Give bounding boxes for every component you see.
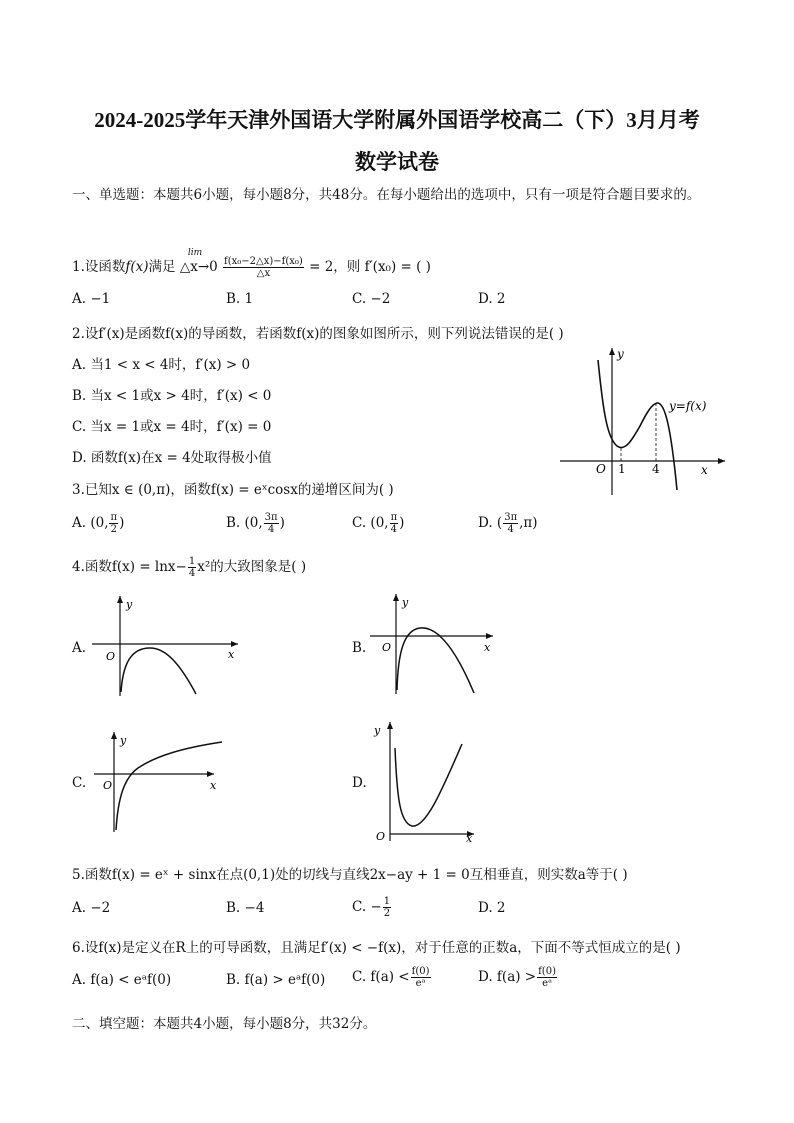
q3-option-a: A. (0, $\frac{\pi}{2}$ ) [72, 512, 125, 535]
q3-option-d: D. ( $\frac{3\pi}{4}$ ,π) [478, 512, 538, 535]
graph-y-label: y [402, 596, 409, 609]
q2-option-c: C. 当x = 1或x = 4时，f′(x) = 0 [72, 419, 272, 435]
graph-origin-label: O [596, 462, 606, 476]
graph-y-label: y [126, 598, 133, 611]
question-5-stem: 5.函数f(x) = eˣ + sinx在点(0,1)处的切线与直线2x−ay + 1 = 0互相垂直，则实数a等于( ) [72, 867, 628, 883]
graph-x-label: x [484, 641, 491, 654]
graph-origin-label: O [103, 779, 113, 792]
q3-option-c: C. (0, $\frac{\pi}{4}$ ) [352, 512, 405, 535]
q5-option-b: B. −4 [226, 900, 265, 916]
q6-option-b: B. f(a) > eᵃf(0) [226, 972, 326, 988]
question-1-stem: 1.设函数f(x)满足 lim △x→0 $\frac{\text{f(x₀−2△x)−f(x₀)}}{\triangle x}$ = 2，则 f′(x₀) = ( ) [72, 248, 431, 279]
curve-c [116, 742, 222, 830]
graph-origin-label: O [376, 830, 386, 843]
graph-origin-label: O [106, 650, 116, 663]
y-axis-arrow-icon [393, 594, 399, 601]
q4-graph-a [90, 592, 245, 697]
q6-option-c: C. f(a) < $\frac{f(0)}{\text{eᵃ}}$ [352, 966, 430, 989]
curve-b [397, 628, 474, 693]
question-6-stem: 6.设f(x)是定义在R上的可导函数，且满足f′(x) < −f(x)，对于任意的正数a，下面不等式恒成立的是( ) [72, 940, 681, 956]
y-axis-arrow-icon [609, 348, 615, 355]
graph-y-label: y [374, 724, 381, 737]
graph-x-label: x [701, 463, 708, 477]
q4-graph-b [368, 590, 498, 695]
x-axis-arrow-icon [207, 771, 214, 777]
graph-x-label: x [466, 832, 473, 843]
q4-option-b-label: B. [352, 640, 367, 656]
q4-graph-c [92, 728, 227, 833]
q4-option-c-label: C. [72, 775, 87, 791]
q4-graph-d [370, 718, 480, 843]
graph-curve-label: y=f(x) [669, 399, 707, 413]
question-2-stem: 2.设f′(x)是函数f(x)的导函数，若函数f(x)的图象如图所示，则下列说法错误的是( ) [72, 326, 564, 342]
q1-option-b: B. 1 [226, 291, 254, 307]
y-axis-arrow-icon [111, 732, 117, 739]
q2-function-graph [555, 340, 735, 500]
graph-y-label: y [120, 734, 127, 747]
x-axis-arrow-icon [231, 641, 238, 647]
graph-x-label: x [228, 648, 235, 661]
y-axis-arrow-icon [387, 722, 393, 729]
graph-y-label: y [617, 347, 624, 361]
curve-a [121, 648, 196, 694]
q6-option-d: D. f(a) > $\frac{f(0)}{\text{eᵃ}}$ [478, 966, 556, 989]
q3-option-b: B. (0, $\frac{3\pi}{4}$ ) [226, 512, 285, 535]
question-4-stem: 4.函数f(x) = lnx− $\frac{1}{4}$ x²的大致图象是( ) [72, 556, 307, 579]
q2-option-a: A. 当1 < x < 4时，f′(x) > 0 [72, 357, 251, 373]
curve-d [395, 744, 462, 826]
fx-curve [598, 360, 677, 490]
q5-option-c: C. − $\frac{1}{2}$ [352, 896, 391, 919]
section1-heading: 一、单选题：本题共6小题，每小题8分，共48分。在每小题给出的选项中，只有一项是符合题目要求的。 [72, 187, 701, 203]
exam-title-line1: 2024-2025学年天津外国语大学附属外国语学校高二（下）3月月考 [94, 108, 700, 132]
q1-option-c: C. −2 [352, 291, 391, 307]
exam-title-line2: 数学试卷 [355, 150, 439, 174]
graph-tick-4: 4 [652, 462, 660, 476]
q2-option-b: B. 当x < 1或x > 4时，f′(x) < 0 [72, 388, 272, 404]
section2-heading: 二、填空题：本题共4小题，每小题8分，共32分。 [72, 1016, 377, 1032]
q4-option-a-label: A. [72, 640, 87, 656]
x-axis-arrow-icon [486, 633, 493, 639]
q2-option-d: D. 函数f(x)在x = 4处取得极小值 [72, 450, 272, 466]
question-3-stem: 3.已知x ∈ (0,π)，函数f(x) = eˣcosx的递增区间为( ) [72, 482, 394, 498]
q1-option-a: A. −1 [72, 291, 111, 307]
y-axis-arrow-icon [117, 596, 123, 603]
q6-option-a: A. f(a) < eᵃf(0) [72, 972, 172, 988]
graph-tick-1: 1 [618, 462, 626, 476]
graph-x-label: x [210, 779, 217, 792]
q1-option-d: D. 2 [478, 291, 506, 307]
graph-origin-label: O [382, 641, 392, 654]
q5-option-d: D. 2 [478, 900, 506, 916]
q4-option-d-label: D. [352, 775, 367, 791]
x-axis-arrow-icon [718, 458, 725, 464]
q5-option-a: A. −2 [72, 900, 111, 916]
